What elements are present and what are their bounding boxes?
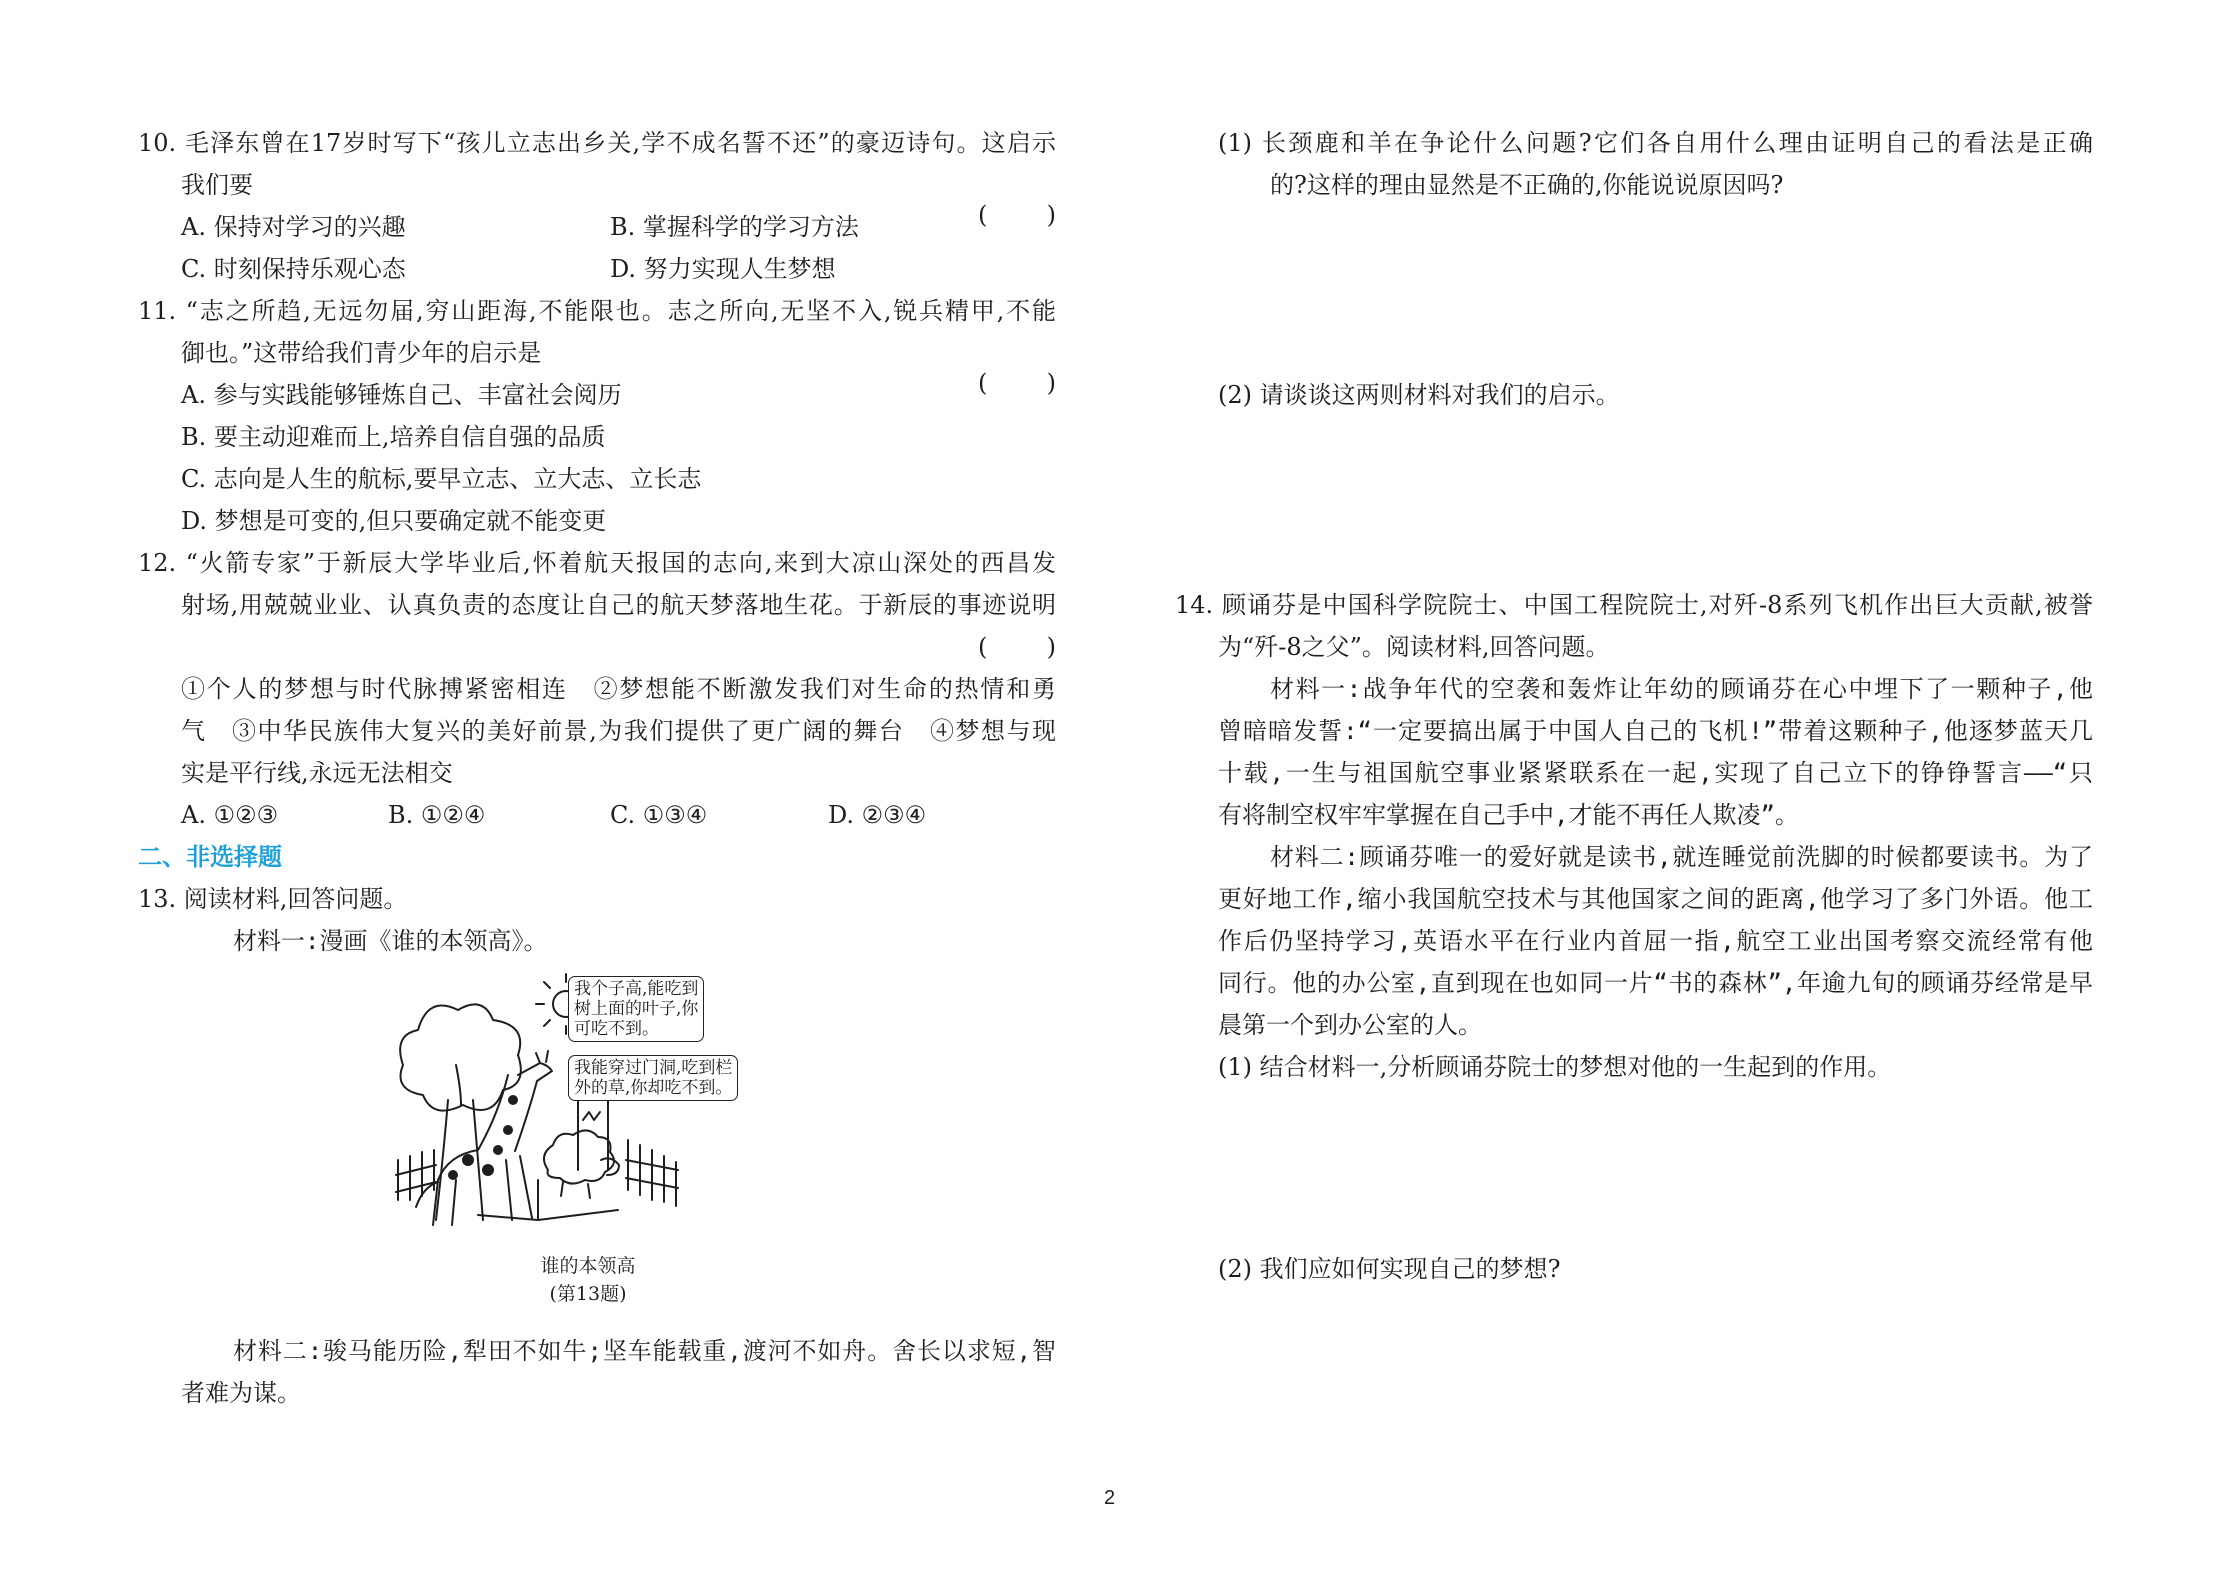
q13-part1-line2: 的?这样的理由显然是不正确的,你能说说原因吗?	[1270, 171, 1784, 199]
q10-option-d[interactable]: D. 努力实现人生梦想	[610, 255, 836, 283]
q11-stem-line1: 11. “志之所趋,无远勿届,穷山距海,不能限也。志之所向,无坚不入,锐兵精甲,不能	[138, 297, 1056, 325]
answer-paren[interactable]: ( )	[978, 633, 1056, 661]
q11-stem-line2: 御也。”这带给我们青少年的启示是 ( )	[181, 339, 1056, 397]
q14-material-one-line4: 有将制空权牢牢掌握在自己手中,才能不再任人欺凌”。	[1218, 801, 1799, 829]
giraffe-speech-bubble: 我个子高,能吃到 树上面的叶子,你 可吃不到。	[568, 976, 704, 1042]
q13-part2: (2) 请谈谈这两则材料对我们的启示。	[1218, 381, 1620, 409]
q13-part1-line1: (1) 长颈鹿和羊在争论什么问题?它们各自用什么理由证明自己的看法是正确	[1218, 129, 2093, 157]
q14-material-two-line5: 晨第一个到办公室的人。	[1218, 1011, 1482, 1039]
q12-statement-line1: ①个人的梦想与时代脉搏紧密相连 ②梦想能不断激发我们对生命的热情和勇	[181, 675, 1056, 703]
figure-caption: 谁的本领高	[540, 1255, 636, 1277]
q13-material-two-line2: 者难为谋。	[181, 1379, 301, 1407]
q14-part1: (1) 结合材料一,分析顾诵芬院士的梦想对他的一生起到的作用。	[1218, 1053, 1892, 1081]
q11-option-d[interactable]: D. 梦想是可变的,但只要确定就不能变更	[181, 507, 607, 535]
section-heading: 二、非选择题	[138, 843, 282, 871]
q12-statement-line3: 实是平行线,永远无法相交	[181, 759, 453, 787]
figure-number: (第13题)	[549, 1283, 627, 1305]
q12-statement-line2: 气 ③中华民族伟大复兴的美好前景,为我们提供了更广阔的舞台 ④梦想与现	[181, 717, 1056, 745]
q12-option-d[interactable]: D. ②③④	[828, 801, 927, 829]
q11-option-c[interactable]: C. 志向是人生的航标,要早立志、立大志、立长志	[181, 465, 702, 493]
giraffe-icon	[416, 1051, 552, 1225]
q12-stem-line1: 12. “火箭专家”于新辰大学毕业后,怀着航天报国的志向,来到大凉山深处的西昌发	[138, 549, 1056, 577]
q13-material-two-line1: 材料二:骏马能历险,犁田不如牛;坚车能载重,渡河不如舟。舍长以求短,智	[233, 1337, 1056, 1365]
q14-part2: (2) 我们应如何实现自己的梦想?	[1218, 1255, 1561, 1283]
q12-option-c[interactable]: C. ①③④	[610, 801, 708, 829]
q14-material-two-line1: 材料二:顾诵芬唯一的爱好就是读书,就连睡觉前洗脚的时候都要读书。为了	[1270, 843, 2093, 871]
q10-option-c[interactable]: C. 时刻保持乐观心态	[181, 255, 406, 283]
q10-option-b[interactable]: B. 掌握科学的学习方法	[610, 213, 859, 241]
q14-material-one-line1: 材料一:战争年代的空袭和轰炸让年幼的顾诵芬在心中埋下了一颗种子,他	[1270, 675, 2093, 703]
page-number: 2	[1104, 1487, 1116, 1509]
q13-stem: 13. 阅读材料,回答问题。	[138, 885, 408, 913]
q14-material-two-line3: 作后仍坚持学习,英语水平在行业内首屈一指,航空工业出国考察交流经常有他	[1218, 927, 2093, 955]
q12-option-b[interactable]: B. ①②④	[388, 801, 486, 829]
answer-paren[interactable]: ( )	[978, 201, 1056, 229]
q11-option-b[interactable]: B. 要主动迎难而上,培养自信自强的品质	[181, 423, 606, 451]
q14-stem-line1: 14. 顾诵芬是中国科学院院士、中国工程院院士,对歼-8系列飞机作出巨大贡献,被誉	[1175, 591, 2093, 619]
q12-stem-line2: 射场,用兢兢业业、认真负责的态度让自己的航天梦落地生花。于新辰的事迹说明	[181, 591, 1056, 619]
q10-option-a[interactable]: A. 保持对学习的兴趣	[181, 213, 406, 241]
sheep-speech-bubble: 我能穿过门洞,吃到栏 外的草,你却吃不到。	[568, 1055, 738, 1101]
q13-material-one: 材料一:漫画《谁的本领高》。	[233, 927, 548, 955]
q14-material-one-line2: 曾暗暗发誓:“一定要搞出属于中国人自己的飞机!”带着这颗种子,他逐梦蓝天几	[1218, 717, 2093, 745]
q11-option-a[interactable]: A. 参与实践能够锤炼自己、丰富社会阅历	[181, 381, 622, 409]
answer-paren[interactable]: ( )	[978, 369, 1056, 397]
q14-material-one-line3: 十载,一生与祖国航空事业紧紧联系在一起,实现了自己立下的铮铮誓言——“只	[1218, 759, 2093, 787]
q10-stem-line1: 10. 毛泽东曾在17岁时写下“孩儿立志出乡关,学不成名誓不还”的豪迈诗句。这启示	[138, 129, 1056, 157]
q12-option-a[interactable]: A. ①②③	[181, 801, 279, 829]
q14-stem-line2: 为“歼-8之父”。阅读材料,回答问题。	[1218, 633, 1610, 661]
q10-stem-line2: 我们要 ( )	[181, 171, 1056, 229]
q14-material-two-line2: 更好地工作,缩小我国航空技术与其他国家之间的距离,他学习了多门外语。他工	[1218, 885, 2093, 913]
q14-material-two-line4: 同行。他的办公室,直到现在也如同一片“书的森林”,年逾九旬的顾诵芬经常是早	[1218, 969, 2093, 997]
gate-icon	[578, 1089, 608, 1170]
tree-icon	[400, 1004, 521, 1220]
